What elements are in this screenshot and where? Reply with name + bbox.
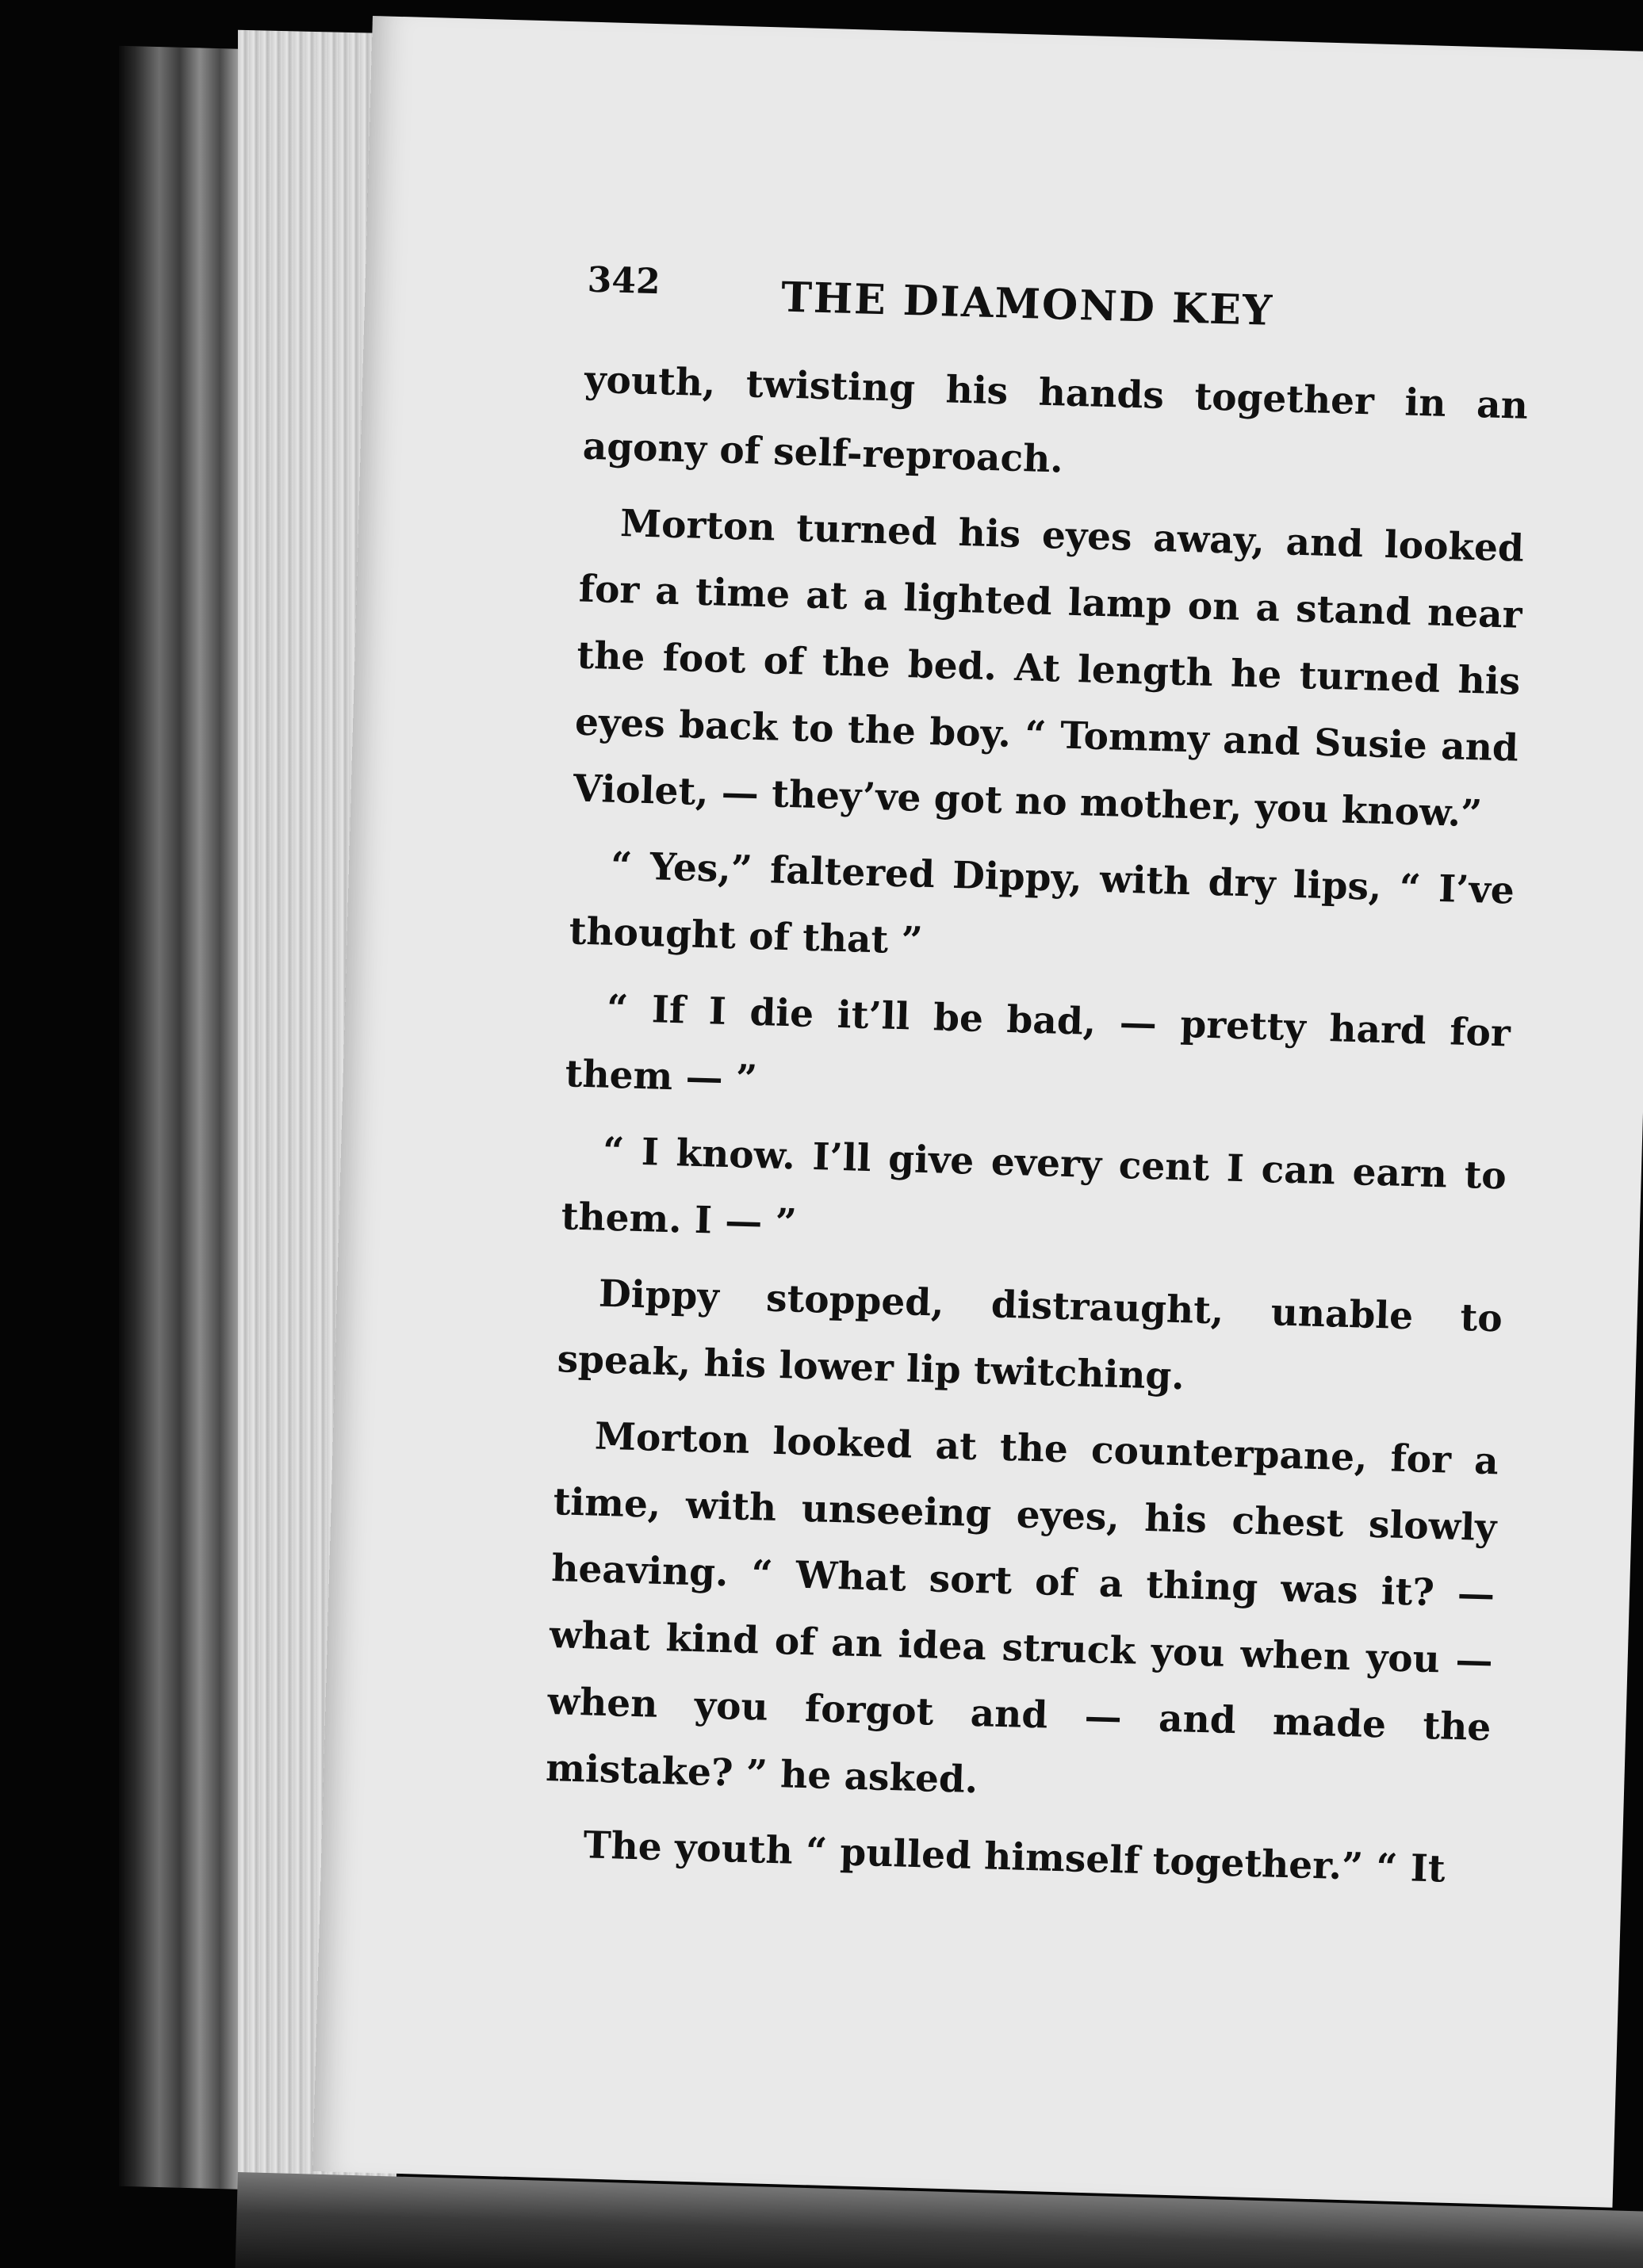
book-page: [312, 16, 1643, 2208]
paragraph: Morton looked at the counterpane, for a time, with unseeing eyes, his chest slowly heaving. “ What sort of a thing was it? — what kind of an idea struck you when you — when you forgot and — and made the mistake? ” he asked.: [545, 1414, 1499, 1803]
paragraph: “ If I die it’ll be bad, — pretty hard for them — ”: [565, 986, 1511, 1102]
page-number: 342: [587, 259, 661, 303]
page-text-block: [542, 260, 1531, 1914]
paragraph: Morton turned his eyes away, and looked for a time at a lighted lamp on a stand near the foot of the bed. At length he turned his eyes back to the boy. “ Tommy and Susie and Violet, — they’ve got no mother, you know.”: [573, 501, 1525, 836]
paragraph: “ I know. I’ll give every cent I can earn to them. I — ”: [561, 1129, 1507, 1245]
paragraph: youth, twisting his hands together in an agony of self-reproach.: [582, 358, 1529, 482]
book-title: THE DIAMOND KEY: [780, 273, 1274, 335]
paragraph: The youth “ pulled himself together.” “ It: [582, 1823, 1446, 1891]
book-spine-edge: [119, 46, 254, 2190]
paragraph: Dippy stopped, distraught, unable to speak, his lower lip twitching.: [557, 1272, 1503, 1399]
paragraph: “ Yes,” faltered Dippy, with dry lips, “ I’ve thought of that ”: [569, 843, 1515, 963]
